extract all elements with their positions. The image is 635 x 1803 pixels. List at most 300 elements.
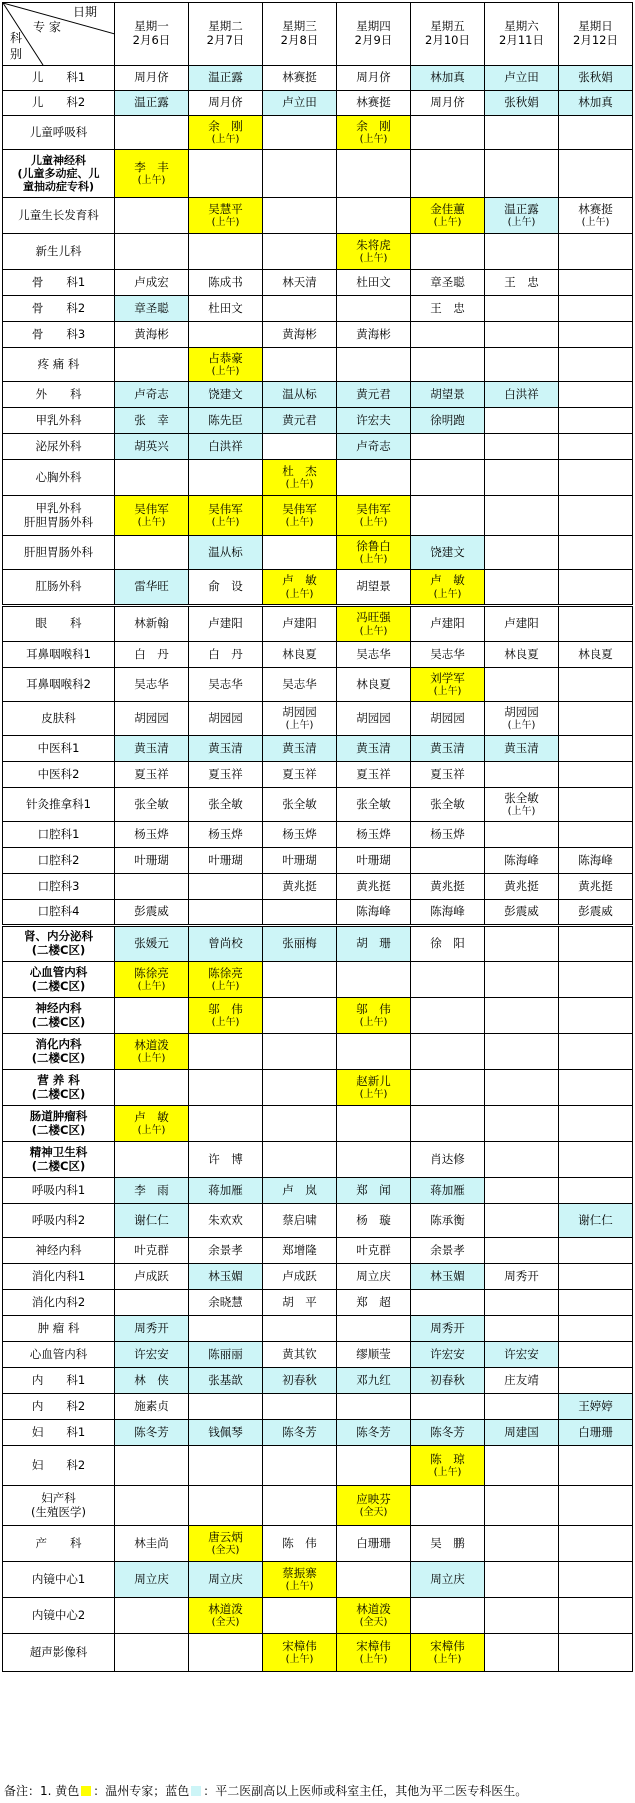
doctor-name: 胡望景 <box>356 579 391 594</box>
doctor-name: 温从标 <box>208 544 243 559</box>
doctor-name: 黄兆挺 <box>504 878 539 893</box>
schedule-cell <box>485 822 559 848</box>
department-cell <box>3 536 115 570</box>
schedule-cell <box>115 270 189 296</box>
doctor-name: 张全敏 <box>504 790 539 805</box>
doctor-name: 杨玉烨 <box>356 826 391 841</box>
schedule-cell <box>559 1562 633 1598</box>
table-row <box>3 1394 633 1420</box>
doctor-name: 叶珊瑚 <box>282 852 317 867</box>
schedule-cell <box>115 926 189 962</box>
table-row <box>3 408 633 434</box>
table-row <box>3 998 633 1034</box>
department-label: 消化内科2 <box>31 1294 86 1309</box>
schedule-cell <box>189 1562 263 1598</box>
department-label: 超声影像科 <box>29 1644 88 1659</box>
doctor-name: 王 忠 <box>504 274 539 289</box>
schedule-cell <box>337 296 411 322</box>
schedule-cell <box>411 926 485 962</box>
doctor-name: 林 侠 <box>134 1372 169 1387</box>
department-label: 消化内科1 <box>31 1268 86 1283</box>
schedule-cell <box>115 1316 189 1342</box>
table-row <box>3 382 633 408</box>
schedule-cell <box>485 762 559 788</box>
doctor-name: 章圣聪 <box>430 274 465 289</box>
doctor-name: 周月侪 <box>356 70 391 85</box>
doctor-name: 钱佩琴 <box>208 1424 243 1439</box>
schedule-cell <box>115 496 189 536</box>
doctor-name: 杨 璇 <box>356 1212 391 1227</box>
doctor-name: 吴 鹏 <box>430 1535 465 1550</box>
schedule-cell <box>559 150 633 198</box>
schedule-cell <box>337 642 411 668</box>
department-label: (二楼C区) <box>31 1158 86 1173</box>
doctor-name: 胡 珊 <box>356 936 391 951</box>
department-label: 儿童神经科 <box>31 153 86 167</box>
schedule-cell <box>189 1238 263 1264</box>
schedule-cell <box>189 874 263 900</box>
schedule-cell <box>115 91 189 116</box>
table-row <box>3 1290 633 1316</box>
session-tag: (全天) <box>359 1617 388 1629</box>
session-tag: (上午) <box>211 517 240 529</box>
schedule-cell <box>189 434 263 460</box>
department-cell <box>3 1316 115 1342</box>
doctor-name: 周秀开 <box>134 1320 169 1335</box>
schedule-cell <box>559 91 633 116</box>
schedule-cell <box>411 1562 485 1598</box>
schedule-cell <box>485 348 559 382</box>
schedule-cell <box>115 668 189 702</box>
doctor-name: 谢仁仁 <box>578 1212 613 1227</box>
schedule-cell <box>485 1178 559 1204</box>
schedule-cell <box>485 1264 559 1290</box>
schedule-cell <box>485 848 559 874</box>
schedule-cell <box>115 1526 189 1562</box>
table-row <box>3 66 633 91</box>
department-cell <box>3 116 115 150</box>
doctor-name: 林加真 <box>430 70 465 85</box>
schedule-cell <box>189 1486 263 1526</box>
doctor-name: 章圣聪 <box>134 300 169 315</box>
schedule-cell <box>189 1342 263 1368</box>
schedule-cell <box>411 434 485 460</box>
doctor-name: 叶珊瑚 <box>208 852 243 867</box>
schedule-cell <box>559 116 633 150</box>
department-label: 消化内科 <box>35 1036 82 1051</box>
doctor-name: 冯旺强 <box>356 610 391 625</box>
schedule-cell <box>337 322 411 348</box>
schedule-cell <box>559 998 633 1034</box>
doctor-name: 白洪祥 <box>504 386 539 401</box>
schedule-cell <box>115 702 189 736</box>
doctor-name: 余 刚 <box>208 118 243 133</box>
doctor-name: 陈海峰 <box>504 852 539 867</box>
schedule-cell <box>115 570 189 606</box>
schedule-cell <box>263 536 337 570</box>
session-tag: (上午) <box>359 1089 388 1101</box>
doctor-name: 彭震威 <box>504 904 539 919</box>
date-label: 2月6日 <box>132 33 171 47</box>
day-header-5 <box>411 3 485 66</box>
department-cell <box>3 1394 115 1420</box>
doctor-name: 许宏安 <box>134 1346 169 1361</box>
schedule-cell <box>115 1446 189 1486</box>
doctor-name: 杜田文 <box>208 300 243 315</box>
schedule-cell <box>263 1634 337 1672</box>
doctor-name: 陈徐亮 <box>208 965 243 980</box>
doctor-name: 张全敏 <box>430 796 465 811</box>
doctor-name: 彭震威 <box>134 904 169 919</box>
schedule-cell <box>411 322 485 348</box>
doctor-name: 叶克群 <box>356 1242 391 1257</box>
schedule-cell <box>411 1598 485 1634</box>
doctor-name: 黄玉清 <box>356 740 391 755</box>
schedule-cell <box>485 642 559 668</box>
department-cell <box>3 962 115 998</box>
doctor-name: 郑 闻 <box>356 1182 391 1197</box>
schedule-cell <box>559 874 633 900</box>
department-label: 口腔科3 <box>37 878 80 893</box>
schedule-cell <box>559 1394 633 1420</box>
schedule-cell <box>411 1034 485 1070</box>
table-row <box>3 150 633 198</box>
schedule-cell <box>559 962 633 998</box>
schedule-cell <box>485 91 559 116</box>
department-label: 呼吸内科2 <box>31 1212 86 1227</box>
schedule-cell <box>115 1142 189 1178</box>
schedule-cell <box>337 736 411 762</box>
schedule-cell <box>337 702 411 736</box>
schedule-cell <box>485 382 559 408</box>
table-row <box>3 1598 633 1634</box>
schedule-cell <box>559 382 633 408</box>
schedule-cell <box>263 496 337 536</box>
schedule-cell <box>115 66 189 91</box>
schedule-cell <box>559 702 633 736</box>
doctor-name: 林新翰 <box>134 616 169 631</box>
date-label: 2月11日 <box>499 33 544 47</box>
weekday-label: 星期五 <box>430 19 465 34</box>
day-header-1 <box>115 3 189 66</box>
schedule-cell <box>337 1204 411 1238</box>
schedule-cell <box>189 1290 263 1316</box>
schedule-cell <box>485 998 559 1034</box>
schedule-cell <box>189 348 263 382</box>
session-tag: (上午) <box>359 554 388 566</box>
schedule-cell <box>337 1598 411 1634</box>
schedule-cell <box>189 606 263 642</box>
schedule-cell <box>115 1290 189 1316</box>
schedule-cell <box>485 1342 559 1368</box>
weekday-label: 星期三 <box>282 19 317 34</box>
schedule-cell <box>485 536 559 570</box>
schedule-cell <box>115 1562 189 1598</box>
table-row <box>3 1420 633 1446</box>
doctor-name: 杜 杰 <box>282 463 317 478</box>
schedule-cell <box>115 408 189 434</box>
schedule-cell <box>263 234 337 270</box>
doctor-name: 陈徐亮 <box>134 965 169 980</box>
schedule-cell <box>559 1634 633 1672</box>
schedule-cell <box>337 1238 411 1264</box>
schedule-cell <box>115 998 189 1034</box>
department-cell <box>3 234 115 270</box>
doctor-name: 张全敏 <box>134 796 169 811</box>
doctor-name: 白洪祥 <box>208 438 243 453</box>
doctor-name: 邓九红 <box>356 1372 391 1387</box>
doctor-name: 胡园园 <box>134 710 169 725</box>
session-tag: (上午) <box>359 517 388 529</box>
session-tag: (上午) <box>285 720 314 732</box>
doctor-name: 吴志华 <box>356 646 391 661</box>
schedule-cell <box>337 408 411 434</box>
doctor-name: 吴伟军 <box>282 501 317 516</box>
schedule-cell <box>263 1034 337 1070</box>
doctor-name: 陈冬芳 <box>134 1424 169 1439</box>
schedule-cell <box>559 198 633 234</box>
department-cell <box>3 150 115 198</box>
doctor-name: 蒋加雁 <box>208 1182 243 1197</box>
doctor-name: 吴志华 <box>208 676 243 691</box>
table-row <box>3 1634 633 1672</box>
schedule-cell <box>189 962 263 998</box>
schedule-cell <box>411 1316 485 1342</box>
schedule-cell <box>189 848 263 874</box>
doctor-name: 李 丰 <box>134 159 169 174</box>
department-label: (生殖医学) <box>31 1504 86 1519</box>
doctor-name: 卢成跃 <box>134 1268 169 1283</box>
doctor-name: 叶珊瑚 <box>356 852 391 867</box>
schedule-cell <box>411 270 485 296</box>
schedule-cell <box>411 1342 485 1368</box>
doctor-name: 张 幸 <box>134 412 169 427</box>
doctor-name: 黄兆挺 <box>356 878 391 893</box>
doctor-name: 夏玉祥 <box>430 766 465 781</box>
department-label: 心血管内科 <box>29 964 88 979</box>
doctor-name: 余晓慧 <box>208 1294 243 1309</box>
session-tag: (上午) <box>285 1654 314 1666</box>
schedule-cell <box>337 1290 411 1316</box>
doctor-name: 黄兆挺 <box>282 878 317 893</box>
schedule-cell <box>559 1264 633 1290</box>
doctor-name: 胡园园 <box>430 710 465 725</box>
session-tag: (上午) <box>211 981 240 993</box>
schedule-cell <box>485 1238 559 1264</box>
table-row <box>3 460 633 496</box>
schedule-cell <box>411 822 485 848</box>
department-label: 针灸推拿科1 <box>26 796 91 811</box>
schedule-cell <box>337 848 411 874</box>
schedule-cell <box>337 1394 411 1420</box>
schedule-cell <box>263 322 337 348</box>
doctor-name: 卢奇志 <box>134 386 169 401</box>
schedule-cell <box>559 1106 633 1142</box>
session-tag: (上午) <box>285 588 314 600</box>
doctor-name: 初春秋 <box>282 1372 317 1387</box>
schedule-cell <box>411 198 485 234</box>
table-row <box>3 1368 633 1394</box>
department-label: 眼 科 <box>35 616 82 631</box>
schedule-cell <box>485 1316 559 1342</box>
department-cell <box>3 1598 115 1634</box>
doctor-name: 胡园园 <box>356 710 391 725</box>
schedule-cell <box>263 848 337 874</box>
schedule-cell <box>337 116 411 150</box>
doctor-name: 黄海彬 <box>356 326 391 341</box>
department-cell <box>3 198 115 234</box>
schedule-cell <box>485 460 559 496</box>
doctor-name: 余景孝 <box>430 1242 465 1257</box>
schedule-cell <box>115 460 189 496</box>
schedule-cell <box>263 762 337 788</box>
department-label: 内镜中心2 <box>31 1607 86 1622</box>
schedule-cell <box>263 736 337 762</box>
department-label: 骨 科2 <box>31 300 86 315</box>
schedule-cell <box>559 434 633 460</box>
corner-date-label: 日期 <box>73 5 98 19</box>
footnote-yellow-label: ：温州专家；蓝色 <box>93 1784 190 1798</box>
doctor-name: 施素贞 <box>134 1398 169 1413</box>
doctor-name: 彭震威 <box>578 904 613 919</box>
schedule-cell <box>115 382 189 408</box>
doctor-name: 余景孝 <box>208 1242 243 1257</box>
department-cell <box>3 91 115 116</box>
doctor-name: 赵新儿 <box>356 1073 391 1088</box>
department-cell <box>3 1142 115 1178</box>
session-tag: (上午) <box>211 217 240 229</box>
department-label: (二楼C区) <box>31 943 86 957</box>
schedule-cell <box>411 1070 485 1106</box>
doctor-name: 杜田文 <box>356 274 391 289</box>
table-row <box>3 848 633 874</box>
department-cell <box>3 900 115 926</box>
table-row <box>3 322 633 348</box>
schedule-cell <box>189 642 263 668</box>
doctor-name: 卢成跃 <box>282 1268 317 1283</box>
department-cell <box>3 1204 115 1238</box>
department-cell <box>3 1486 115 1526</box>
schedule-cell <box>337 926 411 962</box>
department-cell <box>3 570 115 606</box>
schedule-cell <box>337 1034 411 1070</box>
table-row <box>3 1034 633 1070</box>
department-label: 口腔科2 <box>37 852 80 867</box>
session-tag: (全天) <box>211 1617 240 1629</box>
session-tag: (上午) <box>359 625 388 637</box>
schedule-cell <box>115 962 189 998</box>
schedule-cell <box>485 668 559 702</box>
schedule-cell <box>337 66 411 91</box>
doctor-name: 周秀开 <box>504 1268 539 1283</box>
schedule-cell <box>263 408 337 434</box>
session-tag: (上午) <box>137 175 166 187</box>
department-cell <box>3 1034 115 1070</box>
schedule-cell <box>411 1526 485 1562</box>
schedule-cell <box>115 434 189 460</box>
doctor-name: 杨玉烨 <box>208 826 243 841</box>
schedule-cell <box>115 1486 189 1526</box>
doctor-name: 卢立田 <box>282 95 317 110</box>
schedule-cell <box>559 606 633 642</box>
department-label: 耳鼻咽喉科1 <box>26 646 91 661</box>
schedule-cell <box>559 1316 633 1342</box>
weekday-label: 星期四 <box>356 19 391 34</box>
doctor-name: 林良夏 <box>282 646 317 661</box>
doctor-name: 林玉媚 <box>208 1268 243 1283</box>
schedule-cell <box>559 1420 633 1446</box>
doctor-name: 陈 琼 <box>430 1451 465 1466</box>
schedule-cell <box>115 822 189 848</box>
doctor-name: 黄玉清 <box>430 740 465 755</box>
doctor-name: 俞 设 <box>208 579 243 594</box>
department-label: 营 养 科 <box>37 1072 80 1087</box>
schedule-cell <box>559 270 633 296</box>
session-tag: (上午) <box>137 981 166 993</box>
schedule-cell <box>263 66 337 91</box>
doctor-name: 吴慧平 <box>208 201 243 216</box>
doctor-name: 林赛挺 <box>578 201 613 216</box>
schedule-cell <box>263 348 337 382</box>
schedule-cell <box>559 1034 633 1070</box>
schedule-cell <box>337 606 411 642</box>
department-cell <box>3 1342 115 1368</box>
schedule-cell <box>189 1106 263 1142</box>
schedule-cell <box>115 348 189 382</box>
table-row <box>3 1238 633 1264</box>
schedule-cell <box>263 1106 337 1142</box>
department-cell <box>3 1420 115 1446</box>
department-label: 骨 科3 <box>31 326 86 341</box>
schedule-cell <box>337 998 411 1034</box>
doctor-name: 缪顺莹 <box>356 1346 391 1361</box>
doctor-name: 饶建文 <box>208 386 243 401</box>
schedule-cell <box>337 1342 411 1368</box>
schedule-cell <box>559 496 633 536</box>
table-row <box>3 434 633 460</box>
schedule-cell <box>411 1486 485 1526</box>
doctor-name: 卢 敏 <box>430 573 465 588</box>
doctor-name: 初春秋 <box>430 1372 465 1387</box>
schedule-cell <box>337 1420 411 1446</box>
schedule-cell <box>337 460 411 496</box>
doctor-name: 陈丽丽 <box>208 1346 243 1361</box>
doctor-name: 李 雨 <box>134 1182 169 1197</box>
yellow-swatch <box>81 1786 91 1796</box>
schedule-cell <box>485 1634 559 1672</box>
doctor-name: 夏玉祥 <box>356 766 391 781</box>
department-label: 妇 科2 <box>31 1457 86 1472</box>
doctor-name: 夏玉祥 <box>134 766 169 781</box>
doctor-name: 张基歆 <box>208 1372 243 1387</box>
expert-schedule-table <box>2 2 633 1672</box>
schedule-cell <box>189 1446 263 1486</box>
schedule-cell <box>115 1420 189 1446</box>
schedule-cell <box>263 150 337 198</box>
schedule-cell <box>337 962 411 998</box>
schedule-cell <box>485 874 559 900</box>
schedule-cell <box>411 1420 485 1446</box>
department-label: 儿童呼吸科 <box>29 124 88 139</box>
schedule-cell <box>189 1070 263 1106</box>
table-row <box>3 496 633 536</box>
schedule-cell <box>411 668 485 702</box>
table-row <box>3 234 633 270</box>
schedule-cell <box>189 66 263 91</box>
schedule-cell <box>559 822 633 848</box>
session-tag: (上午) <box>433 588 462 600</box>
schedule-cell <box>189 998 263 1034</box>
